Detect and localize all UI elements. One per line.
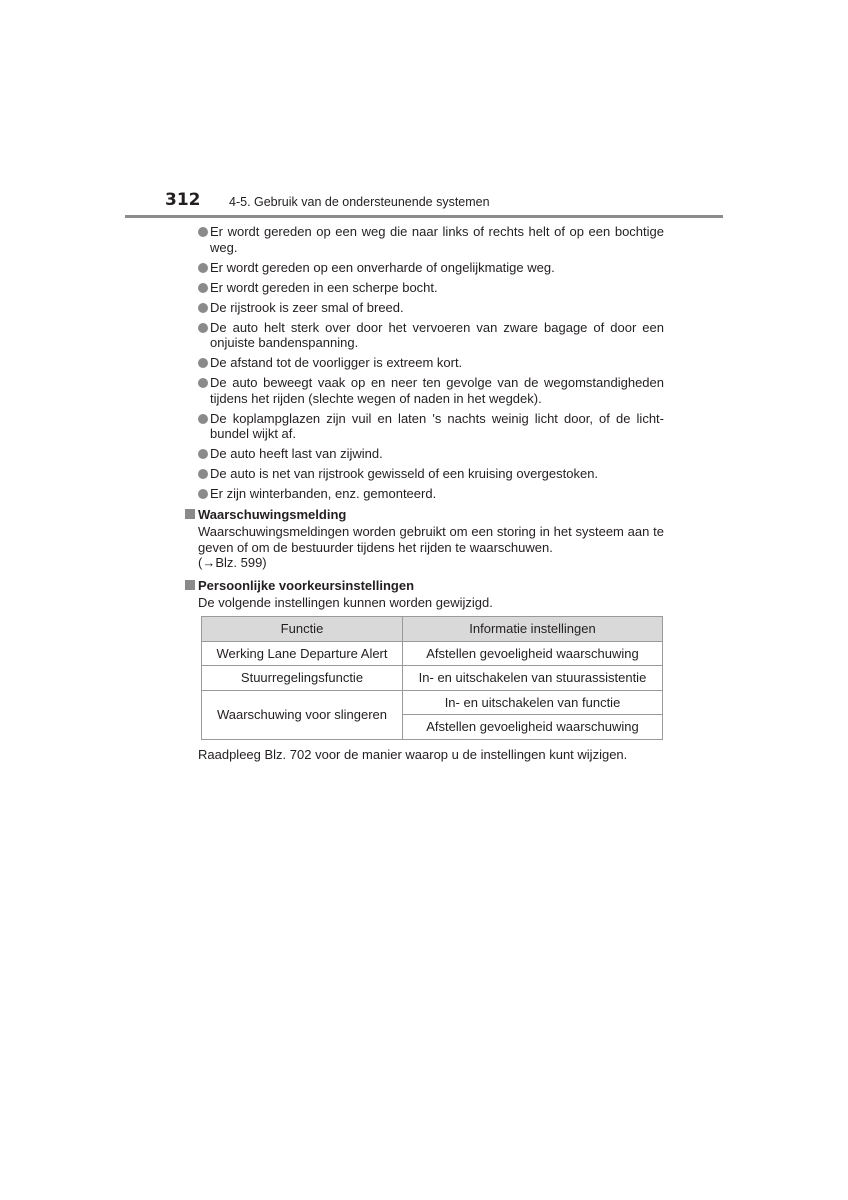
header-rule	[125, 215, 723, 218]
section-title: 4-5. Gebruik van de ondersteunende systemen	[229, 195, 490, 209]
column-header: Informatie instellingen	[403, 617, 663, 642]
condition-list	[198, 224, 664, 502]
page-number: 312	[165, 190, 201, 210]
function-cell: Werking Lane Departure Alert	[202, 641, 403, 666]
info-cell: In- en uitschakelen van functie	[403, 690, 663, 715]
bullet-icon	[198, 263, 208, 273]
bullet-icon	[198, 283, 208, 293]
list-item: De koplampglazen zijn vuil en laten 's nachts weinig licht door, of de licht-bundel wijkt af.	[198, 411, 664, 442]
bullet-icon	[198, 449, 208, 459]
page-reference: (→Blz. 599)	[198, 555, 267, 570]
warning-paragraph: Waarschuwingsmeldingen worden gebruikt om een storing in het systeem aan te geven of om de bestuurder tijdens het rijden te waarschuwen. (→Blz. 599)	[198, 524, 664, 570]
bullet-icon	[198, 303, 208, 313]
list-item: Er wordt gereden in een scherpe bocht.	[198, 280, 664, 296]
info-cell: Afstellen gevoeligheid waarschuwing	[403, 715, 663, 740]
list-item: De auto beweegt vaak op en neer ten gevolge van de wegomstandigheden tijdens het rijden (slechte wegen of naden in het wegdek).	[198, 375, 664, 406]
footer-note: Raadpleeg Blz. 702 voor de manier waarop u de instellingen kunt wijzigen.	[198, 746, 628, 762]
table-row	[202, 666, 663, 691]
list-item: De auto helt sterk over door het vervoeren van zware bagage of door een onjuiste bandenspanning.	[198, 320, 664, 351]
list-item: De auto heeft last van zijwind.	[198, 446, 664, 462]
warning-heading	[198, 506, 664, 524]
bullet-icon	[198, 323, 208, 333]
list-item: Er zijn winterbanden, enz. gemonteerd.	[198, 486, 664, 502]
table-header-row	[202, 617, 663, 642]
info-cell: In- en uitschakelen van stuurassistentie	[403, 666, 663, 691]
bullet-icon	[198, 227, 208, 237]
preferences-heading-text: Persoonlijke voorkeursinstellingen	[198, 577, 415, 593]
section-square-icon	[185, 509, 195, 519]
list-item: Er wordt gereden op een weg die naar links of rechts helt of op een bochtige weg.	[198, 224, 664, 255]
section-square-icon	[185, 580, 195, 590]
list-item: De afstand tot de voorligger is extreem kort.	[198, 355, 664, 371]
table-row	[202, 641, 663, 666]
function-cell: Stuurregelingsfunctie	[202, 666, 403, 691]
page-header	[165, 190, 725, 218]
warning-heading-text: Waarschuwingsmelding	[198, 507, 347, 522]
bullet-icon	[198, 358, 208, 368]
bullet-icon	[198, 469, 208, 479]
list-item: De auto is net van rijstrook gewisseld of een kruising overgestoken.	[198, 466, 664, 482]
table-row	[202, 690, 663, 715]
column-header: Functie	[202, 617, 403, 642]
preferences-heading	[198, 577, 664, 595]
list-item: De rijstrook is zeer smal of breed.	[198, 300, 664, 316]
bullet-icon	[198, 414, 208, 424]
list-item: Er wordt gereden op een onverharde of ongelijkmatige weg.	[198, 260, 664, 276]
function-cell: Waarschuwing voor slingeren	[202, 690, 403, 739]
settings-table	[201, 616, 663, 740]
bullet-icon	[198, 489, 208, 499]
preferences-intro: De volgende instellingen kunnen worden gewijzigd.	[198, 594, 493, 610]
page-content	[198, 224, 664, 762]
bullet-icon	[198, 378, 208, 388]
info-cell: Afstellen gevoeligheid waarschuwing	[403, 641, 663, 666]
